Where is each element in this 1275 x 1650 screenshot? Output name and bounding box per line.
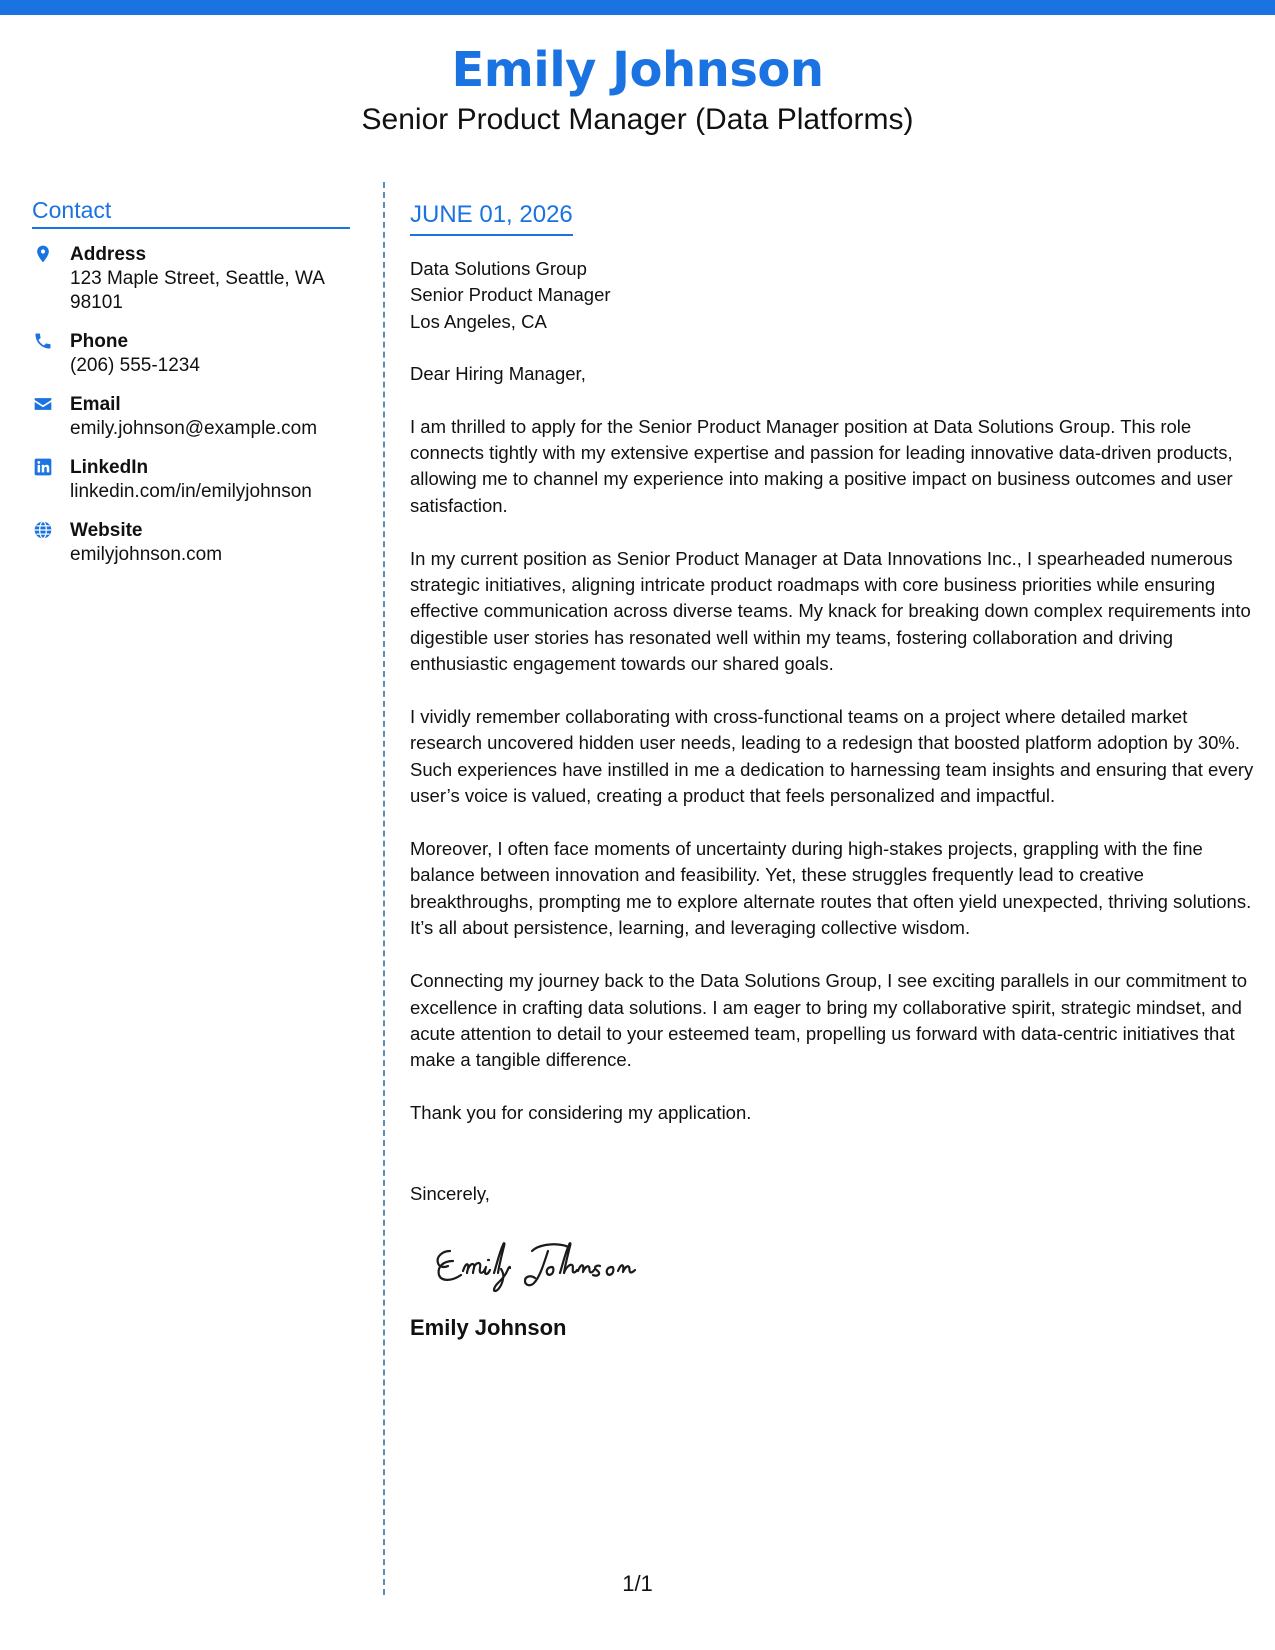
linkedin-icon: [33, 457, 53, 477]
location-pin-icon: [33, 244, 53, 264]
contact-label: Phone: [70, 331, 129, 352]
phone-value: (206) 555-1234: [70, 355, 200, 376]
body-paragraph: Connecting my journey back to the Data Solutions Group, I see exciting parallels in our commitment to excellence in crafting data solutions. I am eager to bring my collaborative spirit, strategic mindset, and acute attention to detail to your esteemed team, propelling us forward with data-centric initiatives that make a tangible difference.: [410, 970, 1248, 1071]
page-number: 1/1: [622, 1571, 653, 1596]
handwritten-signature: [428, 1229, 1255, 1299]
top-accent-bar: [0, 0, 1275, 15]
applicant-title: Senior Product Manager (Data Platforms): [361, 103, 914, 136]
body-paragraph: I vividly remember collaborating with cross-functional teams on a project where detailed market research uncovered hidden user needs, leading to a redesign that boosted platform adoption by 30%. Such experiences have instilled in me a dedication to harnessing team insights and ensuring that every user’s voice is valued, creating a product that feels personalized and impactful.: [410, 706, 1254, 807]
recipient-location: Los Angeles, CA: [410, 310, 547, 332]
contact-item-email: [32, 393, 350, 441]
contact-item-website: [32, 519, 350, 567]
letter-date: JUNE 01, 2026: [410, 200, 573, 236]
contact-label: Email: [70, 394, 121, 415]
contact-label: Website: [70, 520, 143, 541]
applicant-name: Emily Johnson: [451, 42, 824, 98]
body-paragraph: Moreover, I often face moments of uncertainty during high-stakes projects, grappling with the fine balance between innovation and feasibility. Yet, these struggles frequently lead to creative breakthroughs, prompting me to explore alternate routes that often yield unexpected, thriving solutions. It’s all about persistence, learning, and leveraging collective wisdom.: [410, 838, 1252, 939]
column-divider: [383, 182, 385, 1595]
website-value[interactable]: emilyjohnson.com: [70, 544, 223, 565]
body-paragraph: I am thrilled to apply for the Senior Product Manager position at Data Solutions Group. This role connects tightly with my extensive expertise and passion for leading innovative data-driven products, allowing me to channel my experience into making a positive impact on business outcomes and user satisfaction.: [410, 415, 1233, 516]
contact-item-address: [32, 243, 350, 315]
closing: Sincerely,: [410, 1182, 490, 1204]
contact-sidebar: [32, 195, 350, 582]
recipient-company: Data Solutions Group: [410, 258, 587, 279]
contact-item-linkedin: [32, 456, 350, 504]
letter-header: [0, 40, 1275, 140]
recipient-position: Senior Product Manager: [410, 284, 611, 306]
address-value: 123 Maple Street, Seattle, WA 98101: [70, 268, 324, 313]
contact-heading: Contact: [32, 195, 350, 229]
linkedin-value[interactable]: linkedin.com/in/emilyjohnson: [70, 481, 312, 502]
salutation: Dear Hiring Manager,: [410, 363, 586, 385]
body-paragraph: In my current position as Senior Product Manager at Data Innovations Inc., I spearheaded numerous strategic initiatives, aligning intricate product roadmaps with core business priorities while ensuring effective communication across diverse teams. My knack for breaking down complex requirements into digestible user stories has resonated well within my teams, fostering collaboration and driving enthusiastic engagement towards our shared goals.: [410, 547, 1251, 675]
signed-name: Emily Johnson: [410, 1314, 567, 1340]
envelope-icon: [33, 394, 53, 414]
phone-icon: [33, 331, 53, 351]
closing-paragraph: Thank you for considering my application.: [410, 1102, 752, 1124]
recipient-block: [410, 256, 1255, 335]
globe-icon: [33, 520, 53, 540]
contact-item-phone: [32, 330, 350, 378]
contact-label: Address: [70, 244, 147, 265]
email-value[interactable]: emily.johnson@example.com: [70, 418, 318, 439]
contact-label: LinkedIn: [70, 457, 149, 478]
letter-body: [410, 200, 1255, 1343]
